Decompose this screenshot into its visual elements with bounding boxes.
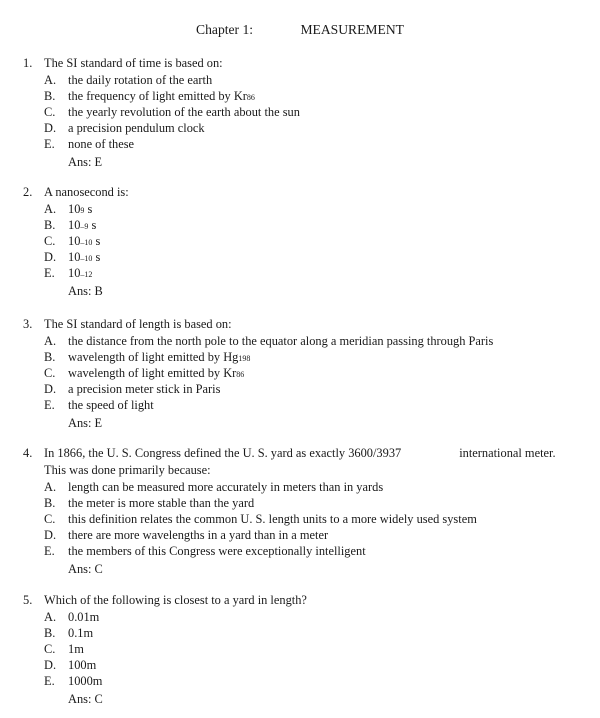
option-d: D. a precision pendulum clock: [44, 121, 205, 135]
option-c: C. 10–10 s: [44, 234, 101, 248]
option-d: D. a precision meter stick in Paris: [44, 382, 221, 396]
option-e: E. 1000m: [44, 674, 103, 688]
subscript: 9: [80, 206, 85, 215]
question-text-line-2: This was done primarily because:: [44, 463, 211, 477]
option-a: A. 0.01m: [44, 610, 100, 624]
question-number: 1.: [23, 56, 33, 70]
question-number: 3.: [23, 317, 33, 331]
answer-label: Ans: C: [68, 692, 103, 706]
option-b: B. the meter is more stable than the yard: [44, 496, 255, 510]
subscript: –10: [80, 254, 93, 263]
question-text: Which of the following is closest to a yard in length?: [44, 593, 307, 607]
question-text-tail: international meter.: [459, 446, 556, 460]
question-4: [23, 445, 583, 578]
question-5: [23, 592, 583, 708]
question-number: 2.: [23, 185, 33, 199]
answer-label: Ans: E: [68, 416, 103, 430]
option-e: E. the members of this Congress were exceptionally intelligent: [44, 544, 366, 558]
chapter-label: Chapter 1:: [196, 22, 254, 37]
option-c: C. this definition relates the common U. S. length units to a more widely used system: [44, 512, 477, 526]
answer-label: Ans: E: [68, 155, 103, 169]
option-a: A. the daily rotation of the earth: [44, 73, 213, 87]
subscript: 86: [246, 93, 255, 102]
subscript: 198: [238, 354, 251, 363]
option-a: A. 109 s: [44, 202, 93, 216]
option-e: E. 10–12: [44, 266, 93, 280]
option-a: A. the distance from the north pole to the equator along a meridian passing through Paris: [44, 334, 494, 348]
option-e: E. none of these: [44, 137, 135, 151]
option-c: C. 1m: [44, 642, 84, 656]
option-a: A. length can be measured more accurately in meters than in yards: [44, 480, 384, 494]
question-text: In 1866, the U. S. Congress defined the U. S. yard as exactly 3600/3937: [44, 446, 402, 460]
subscript: –9: [80, 222, 89, 231]
question-1: [23, 55, 583, 171]
answer-label: Ans: C: [68, 562, 103, 576]
subscript: –12: [80, 270, 93, 279]
chapter-topic: MEASUREMENT: [300, 22, 404, 37]
question-2: [23, 184, 583, 300]
option-b: B. wavelength of light emitted by Hg198: [44, 350, 251, 364]
option-d: D. 100m: [44, 658, 97, 672]
question-text: The SI standard of length is based on:: [44, 317, 232, 331]
option-d: D. 10–10 s: [44, 250, 101, 264]
answer-label: Ans: B: [68, 284, 103, 298]
subscript: –10: [80, 238, 93, 247]
option-b: B. the frequency of light emitted by Kr86: [44, 89, 255, 103]
option-b: B. 10–9 s: [44, 218, 97, 232]
page-title: [0, 22, 600, 38]
subscript: 86: [236, 370, 245, 379]
question-3: [23, 316, 583, 432]
question-number: 5.: [23, 593, 33, 607]
option-c: C. the yearly revolution of the earth about the sun: [44, 105, 300, 119]
question-text: A nanosecond is:: [44, 185, 129, 199]
question-number: 4.: [23, 446, 33, 460]
option-c: C. wavelength of light emitted by Kr86: [44, 366, 245, 380]
question-text: The SI standard of time is based on:: [44, 56, 223, 70]
option-e: E. the speed of light: [44, 398, 154, 412]
option-d: D. there are more wavelengths in a yard than in a meter: [44, 528, 329, 542]
option-b: B. 0.1m: [44, 626, 94, 640]
